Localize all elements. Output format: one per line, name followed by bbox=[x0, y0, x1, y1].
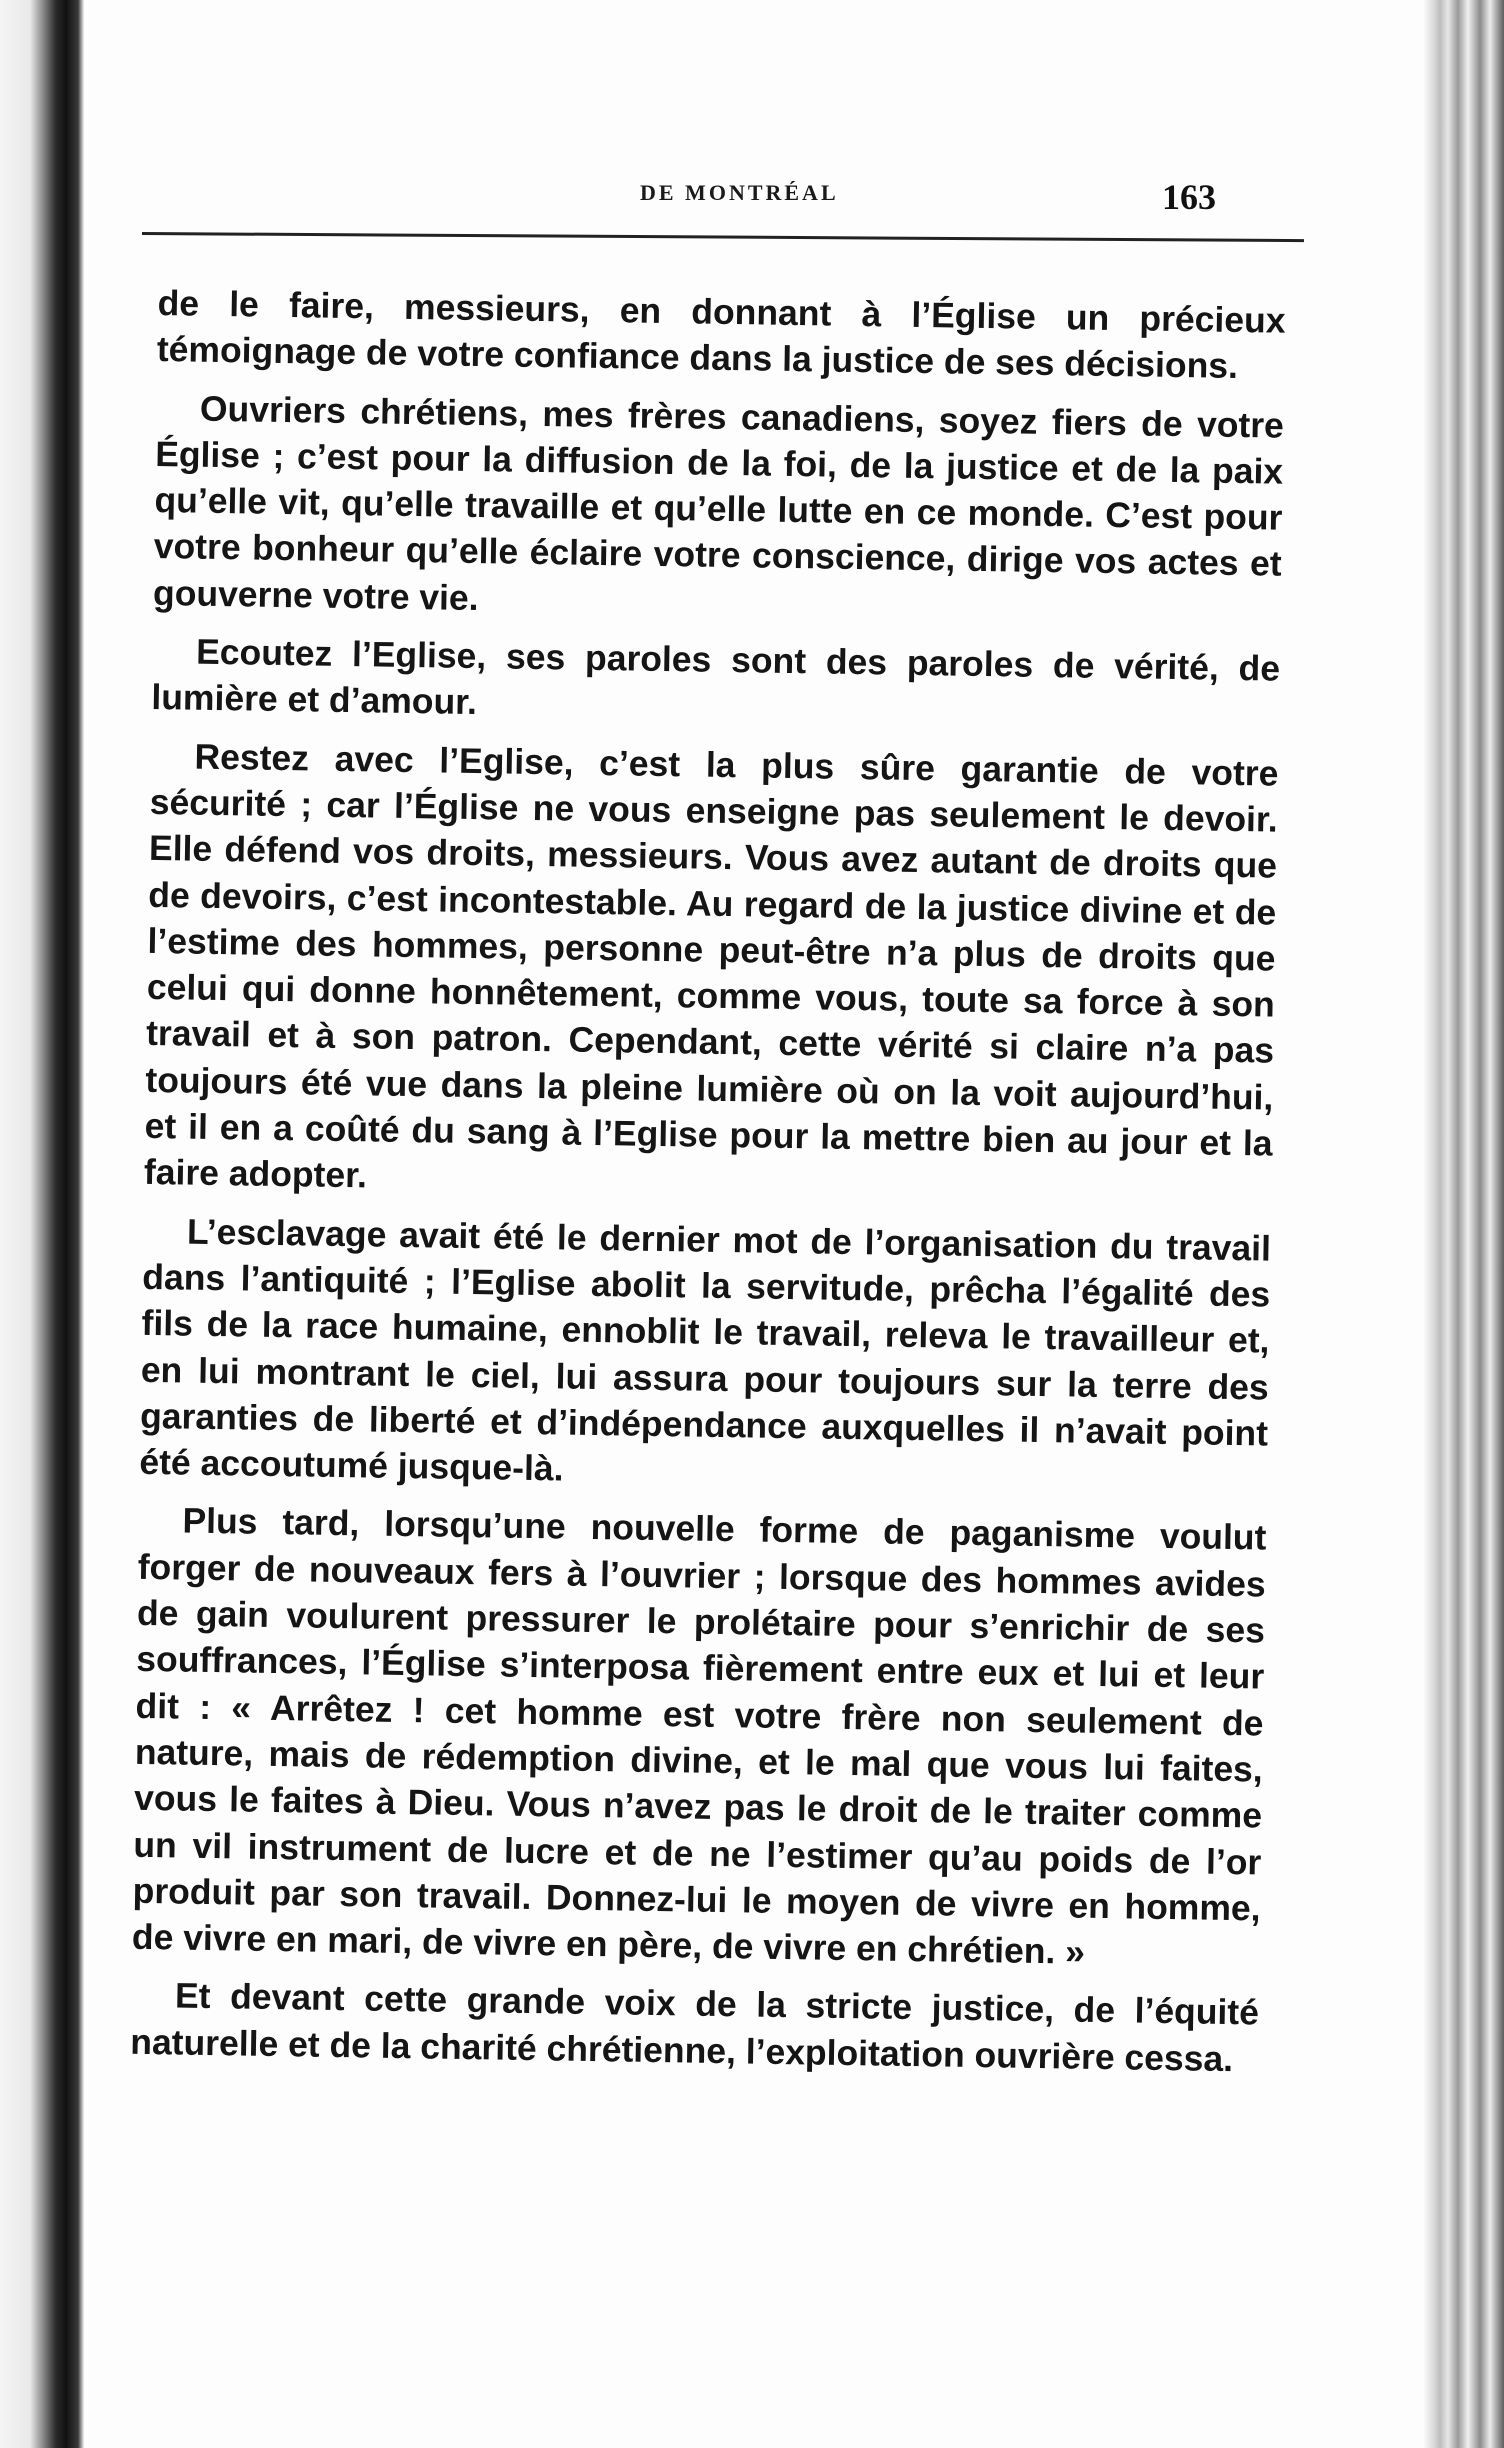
page-number: 163 bbox=[1162, 177, 1216, 217]
running-title: DE MONTRÉAL bbox=[640, 180, 839, 205]
paragraph: Restez avec l’Eglise, c’est la plus sûre garantie de votre sécurité ; car l’Église ne vous enseigne pas seulement le devoir. Elle défend vos droits, messieurs. Vous avez autant de droits que de devoirs, c’est incontestable. Au regard de la justice divine et de l’estime des hommes, personne peut-être n’a plus de droits que celui qui donne honnêtement, comme vous, toute sa force à son travail et à son patron. Cependant, cette vérité si claire n’a pas toujours été vue dans la pleine lumière où on la voit aujourd’hui, et il en a coûté du sang à l’Eglise pour la mettre bien au jour et la faire adopter. bbox=[143, 736, 1279, 1196]
paragraph: Ouvriers chrétiens, mes frères canadiens, soyez fiers de votre Église ; c’est pour la diffusion de la foi, de la justice et de la paix qu’elle vit, qu’elle travaille et qu’elle lutte en ce monde. C’est pour votre bonheur qu’elle éclaire votre conscience, dirige vos actes et gouverne votre vie. bbox=[152, 388, 1285, 618]
book-gutter-edge bbox=[0, 0, 84, 2448]
body-text bbox=[130, 280, 1286, 2094]
paragraph: de le faire, messieurs, en donnant à l’Église un précieux témoignage de votre confiance dans la justice de ses décisions. bbox=[156, 282, 1286, 387]
paragraph: Plus tard, lorsqu’une nouvelle forme de paganisme voulut forger de nouveaux fers à l’ouvrier ; lorsque des hommes avides de gain voulurent pressurer le prolétaire pour s’enrichir de ses souffrances, l’Église s’interposa fièrement entre eux et lui et leur dit : « Arrêtez ! cet homme est votre frère non seulement de nature, mais de rédemption divine, et le mal que vous lui faites, vous le faites à Dieu. Vous n’avez pas le droit de le traiter comme un vil instrument de lucre et de ne l’estimer qu’au poids de l’or produit par son travail. Donnez-lui le moyen de vivre en homme, de vivre en mari, de vivre en père, de vivre en chrétien. » bbox=[131, 1500, 1267, 1972]
page-stack-edge bbox=[1424, 0, 1504, 2448]
paragraph: Ecoutez l’Eglise, ses paroles sont des paroles de vérité, de lumière et d’amour. bbox=[151, 631, 1281, 723]
paragraph: Et devant cette grande voix de la stricte justice, de l’équité naturelle et de la charité chrétienne, l’exploitation ouvrière cessa. bbox=[130, 1975, 1260, 2079]
paragraph: L’esclavage avait été le dernier mot de l’organisation du travail dans l’antiquité ; l’Eglise abolit la servitude, prêcha l’égalité des fils de la race humaine, ennoblit le travail, releva le travailleur et, en lui montrant le ciel, lui assura pour toujours sur la terre des garanties de liberté et d’indépendance auxquelles il n’avait point été accoutumé jusque-là. bbox=[139, 1211, 1272, 1489]
